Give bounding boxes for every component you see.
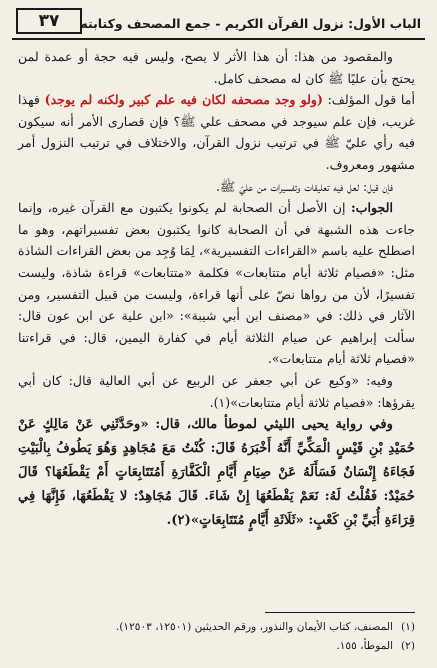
answer-text: إن الأصل أن الصحابة لم يكونوا يكتبون مع القرآن غيره، وإنما جاءت هذه الشبهة في أن الصحابة كانوا يكتبون بعض تفسيراتهم، وهو ما اصطلح عليه باسم «القراءات التفسيرية»، لِمَا وُجِد من بعض القراءات الشاذة مثل: «فصيام ثلاثة أيام متتابعات» فكلمة «متتابعات» قراءة شاذة، وليست تفسيرًا، لأن من رواها نصّ على أنها قراءة، وليست من قبيل التفسير، ومن الآثار في ذلك: في «مصنف ابن أبي شيبة»: «ابن علية عن ابن عون قال: سألت إبراهيم عن صيام الثلاثة أيام في كفارة اليمين، قال: في قراءتنا «فصيام ثلاثة أيام متتابعات». (18, 200, 415, 367)
footnote-marker: (٢) (401, 640, 415, 652)
author-quote-response: فهذا غريب، فإن علم سيوجد في مصحف علي ﷺ؟ فإن قصارى الأمر أنه سيكون فيه رأي عليّ ﷺ في ترتيب نزول القرآن، والاختلاف في ترتيب النزول أمر مشهور ومعروف. (18, 92, 415, 172)
author-quote: (ولو وجد مصحفه لكان فيه علم كبير ولكنه لم يوجد) (44, 92, 323, 108)
header-divider (12, 38, 425, 40)
chapter-title: الباب الأول: نزول القرآن الكريم - جمع المصحف وكتابته (80, 16, 421, 31)
paragraph-5: وفيه: «وكيع عن أبي جعفر عن الربيع عن أبي العالية قال: كان أبي يقرؤها: «فصيام ثلاثة أيام متتابعات»(١). (18, 372, 415, 410)
footnote-text: المصنف، كتاب الأيمان والنذور، ورقم الحديثين (١٢٥٠١، ١٢٥٠٣). (115, 621, 394, 633)
page-number: ٣٧ (16, 8, 82, 34)
footnote-1 (18, 618, 415, 637)
main-text (18, 46, 415, 533)
footnotes (18, 618, 415, 656)
paragraph-6: وفي رواية يحيى الليثي لموطأ مالك، قال: «وحَدَّثَنِي عَنْ مَالِكٍ عَنْ حُمَيْدِ بْنِ قَيْسٍ الْمَكِّيِّ أَنَّهُ أَخْبَرَهُ قَالَ: كُنْتُ مَعَ مُجَاهِدٍ وَهُوَ يَطُوفُ بِالْبَيْتِ فَجَاءَهُ إِنْسَانٌ فَسَأَلَهُ عَنْ صِيَامِ أَيَّامِ الْكَفَّارَةِ أَمُتَتَابِعَاتٍ أَمْ يَقْطَعُهَا؟ قَالَ حُمَيْدٌ: فَقُلْتُ لَهُ: نَعَمْ يَقْطَعُهَا إِنْ شَاءَ. قَالَ مُجَاهِدٌ: لا يَقْطَعُهَا، فَإِنَّهَا فِي قِرَاءَةِ أُبَيِّ بْنِ كَعْبٍ: «ثَلَاثَةِ أَيَّامٍ مُتَتَابِعَاتٍ»(٢). (18, 417, 415, 529)
paragraph-1: والمقصود من هذا: أن هذا الأثر لا يصح، وليس فيه حجة أو عمدة لمن يحتج بأن عليًا ﷺ كان له مصحف كامل. (18, 49, 415, 86)
paragraph-3: فإن قيل: لعل فيه تعليقات وتفسيرات من عليّ ﷺ. (215, 178, 393, 194)
paragraph-4 (18, 197, 415, 370)
footnote-2 (18, 637, 415, 656)
footnote-divider (265, 612, 415, 613)
paragraph-2 (18, 89, 415, 175)
footnote-text: الموطأ، ١٥٥. (336, 640, 394, 652)
answer-label: الجواب: (351, 200, 393, 216)
page-header (12, 6, 425, 40)
author-quote-intro: أما قول المؤلف: (322, 92, 415, 108)
footnote-marker: (١) (401, 621, 415, 633)
